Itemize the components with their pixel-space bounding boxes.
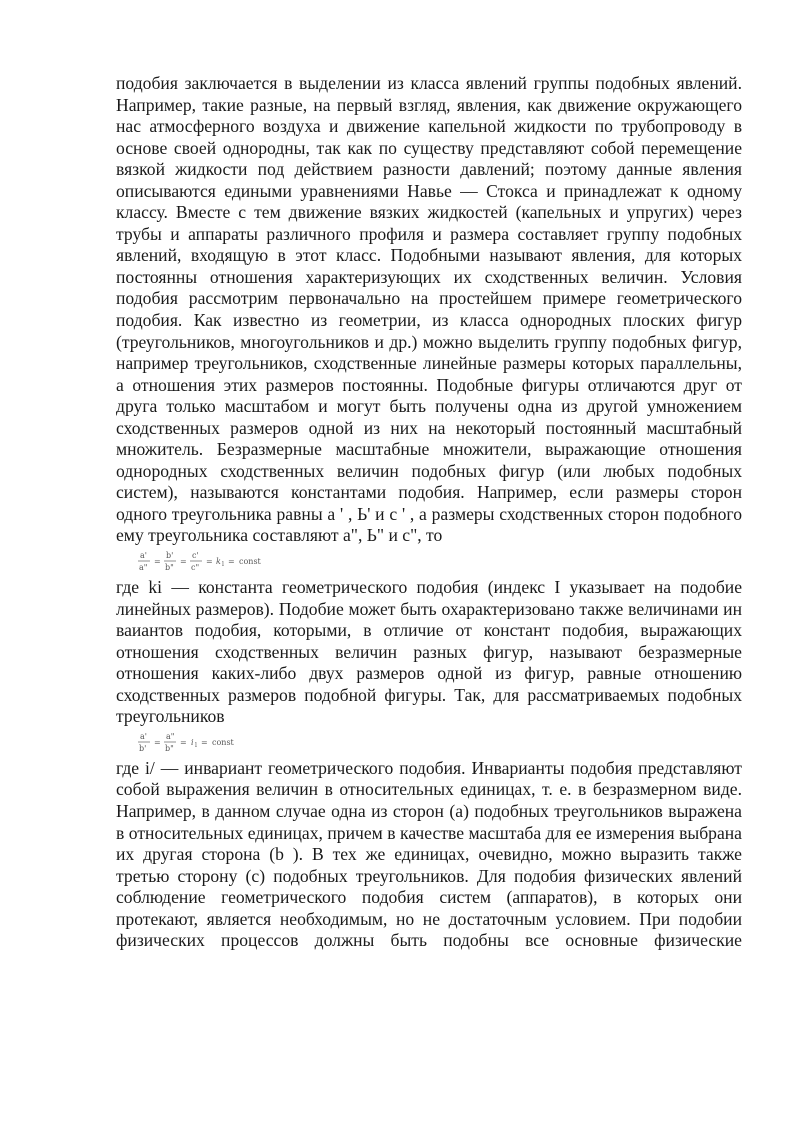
svg-text:=: = [154,737,161,747]
svg-text:const: const [239,557,261,567]
svg-text:=: = [206,557,213,567]
svg-text:a": a" [166,731,175,741]
svg-text:i: i [191,737,194,747]
paragraph-2: где ki — константа геометрического подобия (индекс I указывает на подобие линейных размеров). Подобие может быть охарактеризовано также величинами ин ваиантов подобия, которыми, в отличие от констант подобия, выражающих отношения сходственных величин разных фигур, называют безразмерные отношения каких-либо двух размеров одной из фигур, равные отношению сходственных размеров подобной фигуры. Так, для рассматриваемых подобных треугольников [116,577,742,727]
svg-text:=: = [180,737,187,747]
svg-text:=: = [180,557,187,567]
svg-text:c": c" [191,563,200,573]
svg-text:const: const [212,737,234,747]
svg-text:b": b" [165,743,174,753]
formula-constant-image [138,547,278,577]
svg-text:=: = [228,557,235,567]
paragraph-1: подобия заключается в выделении из класса явлений группы подобных явлений. Например, такие разные, на первый взгляд, явления, как движение окружающего нас атмосферного воздуха и движение капельной жидкости по трубопроводу в основе своей однородны, так как по существу представляют собой перемещение вязкой жидкости под действием разности давлений; поэтому данные явления описываются едиными уравнениями Навье — Стокса и принадлежат к одному классу. Вместе с тем движение вязких жидкостей (капельных и упругих) через трубы и аппараты различного профиля и размера составляет группу подобных явлений, входящую в этот класс. Подобными называют явления, для которых постоянны отношения характеризующих их сходственных величин. Условия подобия рассмотрим первоначально на простейшем примере геометрического подобия. Как известно из геометрии, из класса однородных плоских фигур (треугольников, многоугольников и др.) можно выделить группу подобных фигур, например треугольников, сходственные линейные размеры которых параллельны, а отношения этих размеров постоянны. Подобные фигуры отличаются друг от друга только масштабом и могут быть получены одна из другой умножением сходственных размеров одной из них на некоторый постоянный масштабный множитель. Безразмерные масштабные множители, выражающие отношения однородных сходственных величин подобных фигур (или любых подобных систем), называются константами подобия. Например, если размеры сторон одного треугольника равны а ' , Ь' и с ' , а размеры сходственных сторон подобного ему треугольника составляют а", Ь" и с", то [116,73,742,546]
svg-text:l: l [222,561,224,569]
formula-invariant-image [138,728,278,758]
svg-text:b': b' [166,551,174,561]
paragraph-3: где i/ — инвариант геометрического подобия. Инварианты подобия представляют собой выражения величин в относительных единицах, т. е. в безразмерном виде. Например, в данном случае одна из сторон (а) подобных треугольников выражена в относительных единицах, причем в качестве масштаба для ее измерения выбрана их другая сторона (b ). В тех же единицах, очевидно, можно выразить также третью сторону (с) подобных треугольников. Для подобия физических явлений соблюдение геометрического подобия систем (аппаратов), в которых они протекают, является необходимым, но не достаточным условием. При подобии физических процессов должны быть подобны все основные физические [116,757,742,951]
svg-text:=: = [154,557,161,567]
svg-text:l: l [195,741,197,749]
svg-text:a': a' [140,551,147,561]
svg-text:b': b' [139,743,147,753]
formula-invariant [138,728,742,758]
body-text [116,73,742,952]
svg-text:a': a' [140,731,147,741]
svg-text:a": a" [139,563,148,573]
svg-text:c': c' [192,551,199,561]
svg-text:k: k [216,557,221,567]
formula-constant [138,547,742,577]
svg-text:=: = [201,737,208,747]
svg-text:b": b" [165,563,174,573]
